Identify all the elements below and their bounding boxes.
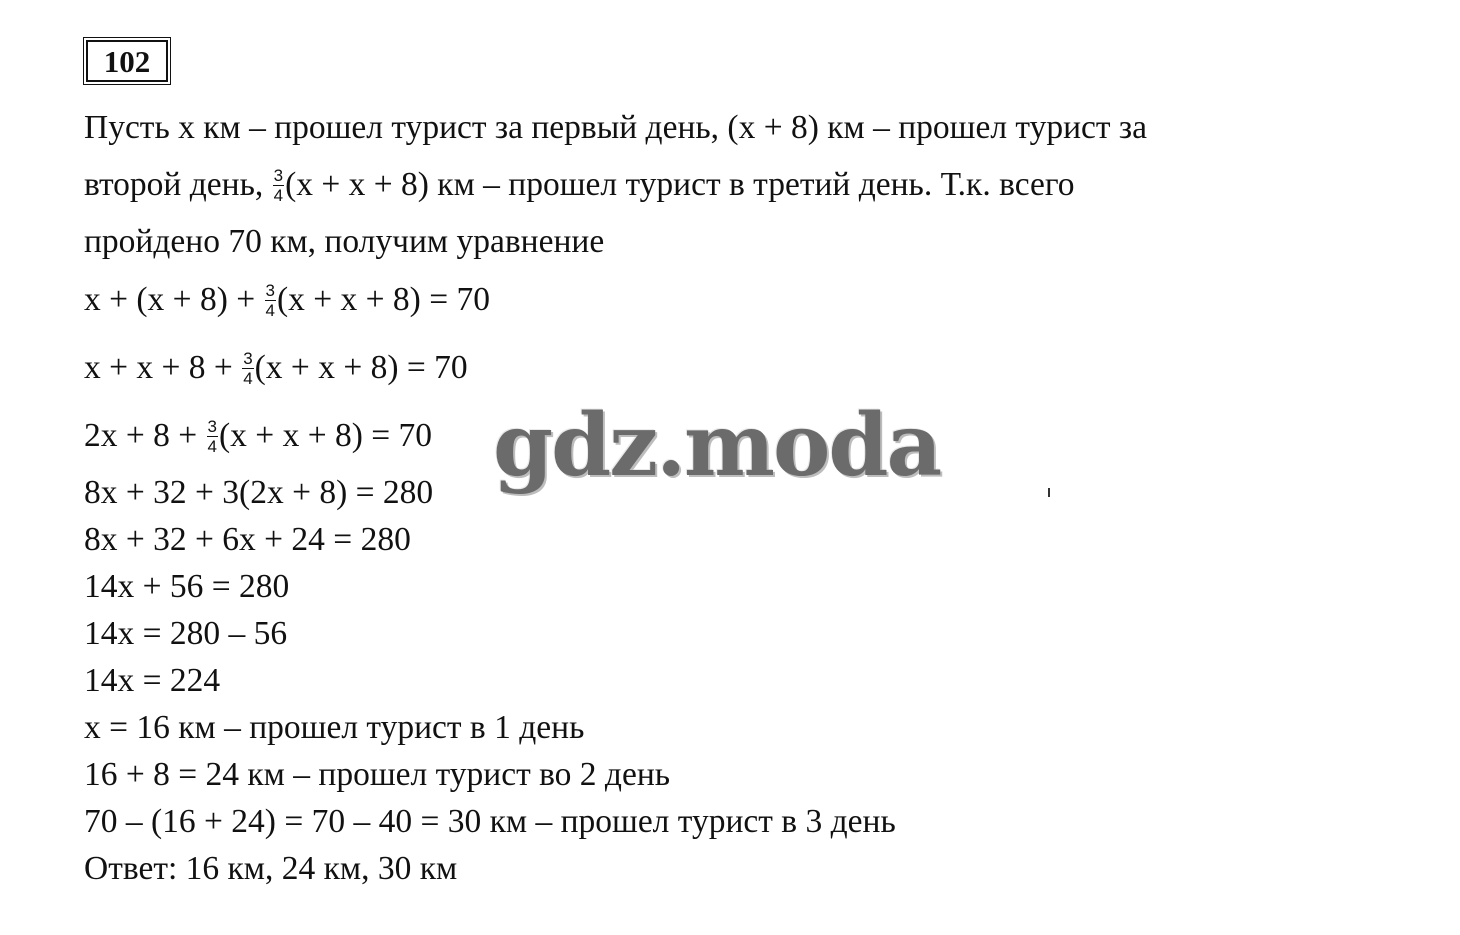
line-text: 8x + 32 + 3(2x + 8) = 280 bbox=[84, 474, 434, 511]
fraction-denominator: 4 bbox=[243, 368, 253, 388]
stray-mark bbox=[1048, 488, 1050, 497]
equation-line bbox=[84, 614, 287, 654]
line-text-after: (x + x + 8) км – прошел турист в третий день. Т.к. всего bbox=[285, 166, 1075, 203]
fraction-numerator: 3 bbox=[207, 416, 218, 436]
fraction-numerator: 3 bbox=[273, 165, 284, 185]
text-line bbox=[84, 108, 1147, 148]
fraction-denominator: 4 bbox=[273, 185, 284, 205]
fraction-numerator: 3 bbox=[265, 280, 275, 300]
equation-line-with-fraction bbox=[84, 348, 468, 390]
result-line bbox=[84, 755, 670, 795]
problem-number: 102 bbox=[86, 40, 168, 82]
equation-line bbox=[84, 567, 289, 607]
result-line bbox=[84, 708, 584, 748]
line-text: 14x = 224 bbox=[84, 662, 221, 699]
fraction bbox=[265, 281, 276, 320]
line-text-before: 2x + 8 + bbox=[84, 417, 206, 454]
fraction bbox=[242, 349, 253, 388]
fraction bbox=[273, 166, 284, 205]
line-text-after: (x + x + 8) = 70 bbox=[254, 349, 468, 386]
result-line bbox=[84, 802, 896, 842]
fraction-denominator: 4 bbox=[265, 300, 275, 320]
line-text-after: (x + x + 8) = 70 bbox=[276, 281, 490, 318]
line-text: Пусть x км – прошел турист за первый день, (x + 8) км – прошел турист за bbox=[84, 109, 1148, 146]
watermark-logo: gdz.moda bbox=[493, 395, 941, 496]
text-line bbox=[84, 222, 604, 262]
line-text: пройдено 70 км, получим уравнение bbox=[84, 223, 605, 260]
line-text: 14x = 280 – 56 bbox=[84, 615, 288, 652]
text-line-with-fraction bbox=[84, 165, 1075, 207]
line-text-before: x + x + 8 + bbox=[84, 349, 242, 386]
line-text-after: (x + x + 8) = 70 bbox=[219, 417, 433, 454]
line-text: 8x + 32 + 6x + 24 = 280 bbox=[84, 521, 411, 558]
answer-text: Ответ: 16 км, 24 км, 30 км bbox=[84, 850, 458, 887]
line-text-before: второй день, bbox=[84, 166, 272, 203]
equation-line bbox=[84, 661, 220, 701]
line-text: 14x + 56 = 280 bbox=[84, 568, 290, 605]
equation-line-with-fraction bbox=[84, 280, 490, 322]
line-text-before: x + (x + 8) + bbox=[84, 281, 264, 318]
line-text: 70 – (16 + 24) = 70 – 40 = 30 км – прошел турист в 3 день bbox=[84, 803, 896, 840]
fraction bbox=[207, 417, 218, 456]
line-text: 16 + 8 = 24 км – прошел турист во 2 день bbox=[84, 756, 671, 793]
fraction-denominator: 4 bbox=[207, 436, 218, 456]
line-text: x = 16 км – прошел турист в 1 день bbox=[84, 709, 585, 746]
answer-line bbox=[84, 849, 457, 889]
equation-line-with-fraction bbox=[84, 416, 432, 458]
equation-line bbox=[84, 473, 433, 513]
equation-line bbox=[84, 520, 411, 560]
fraction-numerator: 3 bbox=[243, 348, 253, 368]
